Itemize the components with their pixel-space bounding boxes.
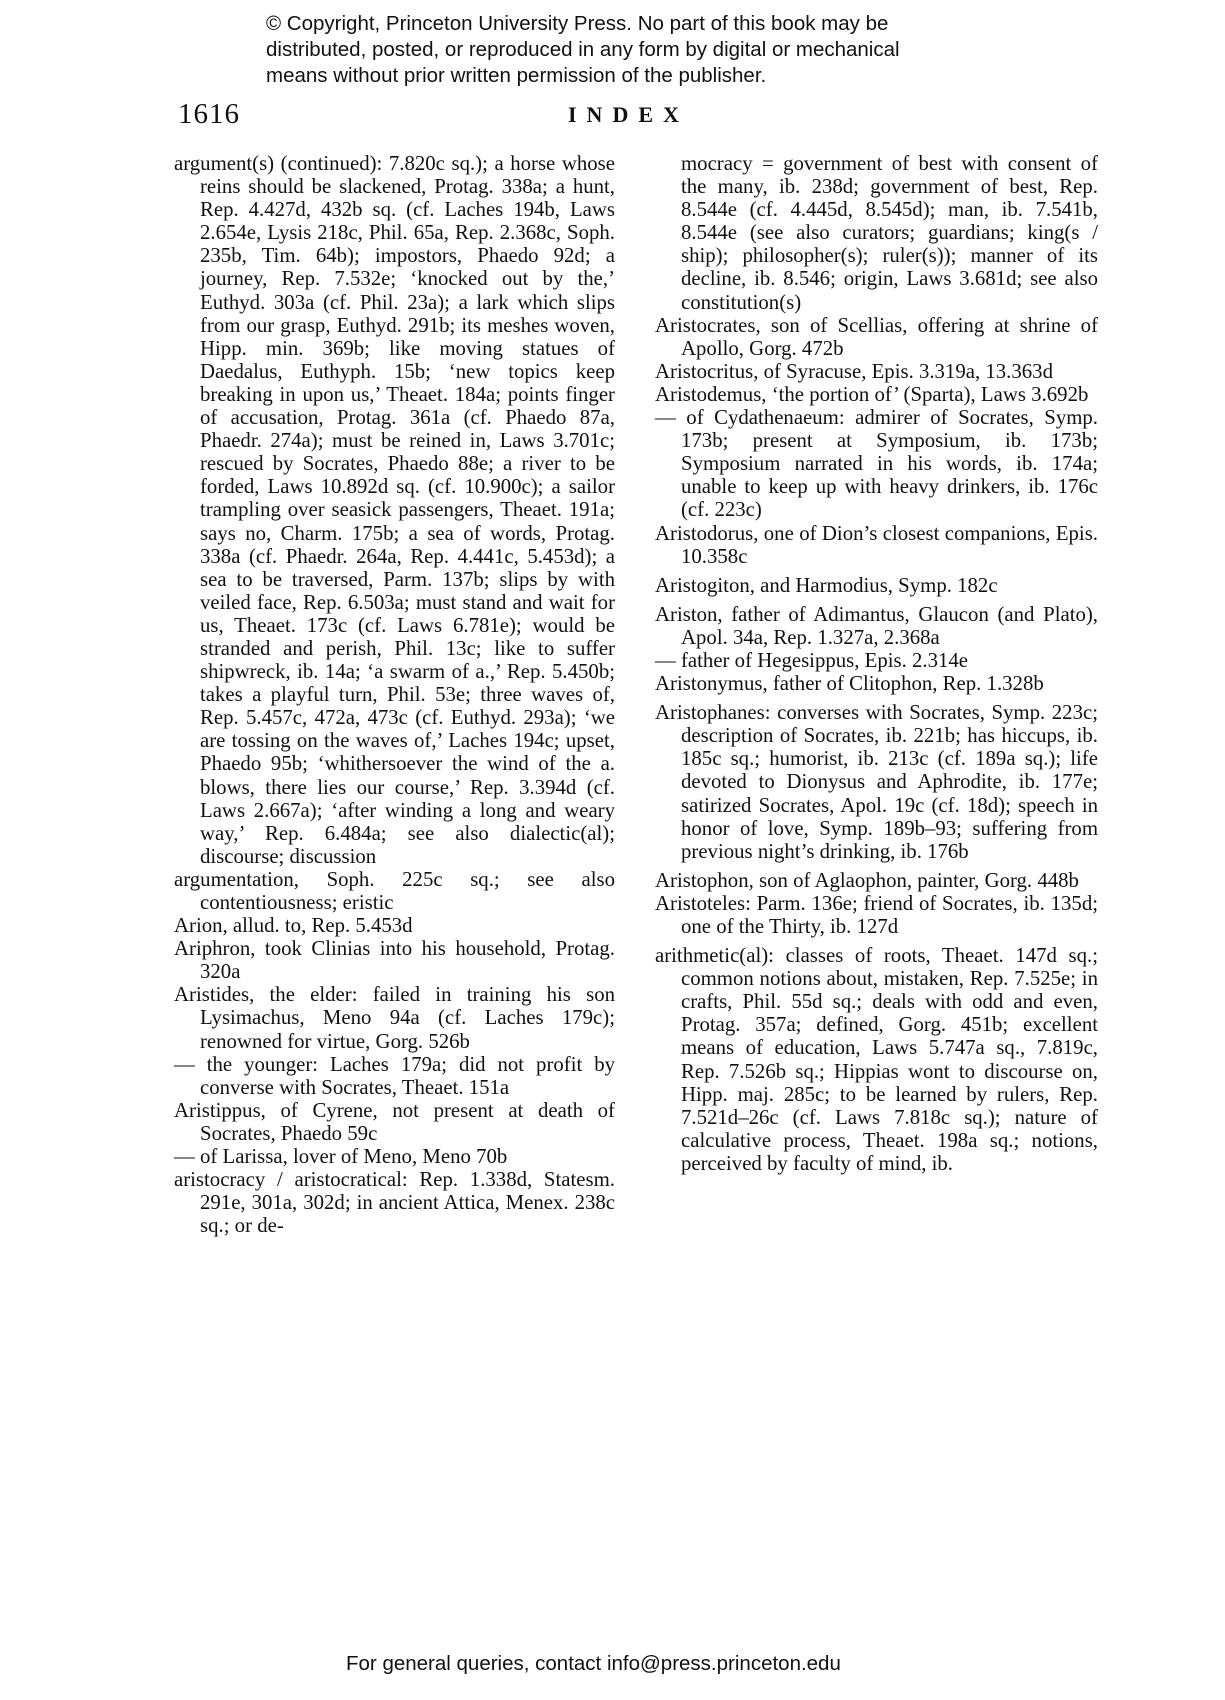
index-entry: Aristoteles: Parm. 136e; friend of Socrates, ib. 135d; one of the Thirty, ib. 127d: [655, 891, 1098, 938]
index-entry: Aristides, the elder: failed in training his son Lysimachus, Meno 94a (cf. Laches 179c); renowned for virtue, Gorg. 526b: [174, 983, 615, 1053]
index-entry: argument(s) (continued): 7.820c sq.); a horse whose reins should be slackened, Protag. 338a; a hunt, Rep. 4.427d, 432b sq. (cf. Laches 194b, Laws 2.654e, Lysis 218c, Phil. 65a, Rep. 2.368c, Soph. 235b, Tim. 64b); impostors, Phaedo 92d; a journey, Rep. 7.532e; ‘knocked out by the,’ Euthyd. 303a (cf. Phil. 23a); a lark which slips from our grasp, Euthyd. 291b; its meshes woven, Hipp. min. 369b; like moving statues of Daedalus, Euthyph. 15b; ‘new topics keep breaking in upon us,’ Theaet. 184a; points finger of accusation, Protag. 361a (cf. Phaedo 87a, Phaedr. 274a); must be reined in, Laws 3.701c; rescued by Socrates, Phaedo 88e; a river to be forded, Laws 10.892d sq. (cf. 10.900c); a sailor trampling over seasick passengers, Theaet. 191a; says no, Charm. 175b; a sea of words, Protag. 338a (cf. Phaedr. 264a, Rep. 4.441c, 5.453d); a sea to be traversed, Parm. 137b; slips by with veiled face, Rep. 6.503a; must stand and wait for us, Theaet. 173c (cf. Laws 6.781e); would be stranded and perish, Phil. 13c; like to suffer shipwreck, ib. 14a; ‘a swarm of a.,’ Rep. 5.450b; takes a playful turn, Phil. 53e; three waves of, Rep. 5.457c, 472a, 473c (cf. Euthyd. 293a); ‘we are tossing on the waves of,’ Laches 194c; upset, Phaedo 95b; ‘whithersoever the wind of the a. blows, there lies our course,’ Rep. 3.394d (cf. Laws 2.667a); ‘after winding a long and weary way,’ Rep. 6.484a; see also dialectic(al); discourse; discussion: [174, 152, 615, 868]
copyright-notice: [266, 11, 1026, 89]
index-entry: — of Cydathenaeum: admirer of Socrates, Symp. 173b; present at Symposium, ib. 173b; Symposium narrated in his words, ib. 174a; unable to keep up with heavy drinkers, ib. 176c (cf. 223c): [655, 406, 1098, 522]
index-entry: Aristippus, of Cyrene, not present at death of Socrates, Phaedo 59c: [174, 1098, 615, 1145]
index-entry: Arion, allud. to, Rep. 5.453d: [174, 914, 413, 938]
index-entry: Aristocrates, son of Scellias, offering at shrine of Apollo, Gorg. 472b: [655, 313, 1098, 360]
copyright-line: means without prior written permission of the publisher.: [266, 64, 767, 87]
copyright-line: © Copyright, Princeton University Press. No part of this book may be: [266, 12, 889, 35]
index-entry: — father of Hegesippus, Epis. 2.314e: [655, 648, 969, 672]
index-entry: aristocracy / aristocratical: Rep. 1.338d, Statesm. 291e, 301a, 302d; in ancient Attica, Menex. 238c sq.; or de-: [174, 1168, 615, 1238]
index-entry: Aristodorus, one of Dion’s closest companions, Epis. 10.358c: [655, 521, 1098, 568]
footer-contact: For general queries, contact info@press.princeton.edu: [346, 1652, 841, 1675]
left-column: [174, 152, 615, 1237]
running-head: INDEX: [568, 102, 689, 127]
copyright-line: distributed, posted, or reproduced in any form by digital or mechanical: [266, 38, 900, 61]
index-entry: Aristocritus, of Syracuse, Epis. 3.319a, 13.363d: [655, 359, 1053, 383]
index-entry: — the younger: Laches 179a; did not profit by converse with Socrates, Theaet. 151a: [174, 1052, 615, 1099]
index-entry-continuation: mocracy = government of best with consent of the many, ib. 238d; government of best, Rep. 8.544e (cf. 4.445d, 8.545d); man, ib. 7.541b, 8.544e (see also curators; guardians; king(s / ship); philosopher(s); ruler(s)); manner of its decline, ib. 8.546; origin, Laws 3.681d; see also constitution(s): [681, 152, 1098, 314]
index-entry: argumentation, Soph. 225c sq.; see also contentiousness; eristic: [174, 867, 615, 914]
page-header: [178, 98, 1068, 138]
right-column: [655, 152, 1098, 1175]
index-entry: Aristodemus, ‘the portion of’ (Sparta), Laws 3.692b: [655, 382, 1089, 406]
index-entry: Aristogiton, and Harmodius, Symp. 182c: [655, 573, 998, 597]
index-entry: Ariston, father of Adimantus, Glaucon (and Plato), Apol. 34a, Rep. 1.327a, 2.368a: [655, 602, 1098, 649]
index-entry: arithmetic(al): classes of roots, Theaet. 147d sq.; common notions about, mistaken, Rep. 7.525e; in crafts, Phil. 55d sq.; deals with odd and even, Protag. 357a; defined, Gorg. 451b; excellent means of education, Laws 5.747a sq., 7.819c, Rep. 7.526b sq.; Hippias wont to discourse on, Hipp. maj. 285c; to be learned by rulers, Rep. 7.521d–26c (cf. Laws 7.818c sq.); nature of calculative process, Theaet. 198a sq.; notions, perceived by faculty of mind, ib.: [655, 944, 1098, 1175]
index-entry: — of Larissa, lover of Meno, Meno 70b: [174, 1145, 508, 1169]
index-entry: Aristophon, son of Aglaophon, painter, Gorg. 448b: [655, 868, 1079, 892]
index-entry: Aristophanes: converses with Socrates, Symp. 223c; description of Socrates, ib. 221b; has hiccups, ib. 185c sq.; humorist, ib. 213c (cf. 189a sq.); life devoted to Dionysus and Aphrodite, ib. 177e; satirized Socrates, Apol. 19c (cf. 18d); speech in honor of love, Symp. 189b–93; suffering from previous night’s drinking, ib. 176b: [655, 701, 1098, 863]
page-number: 1616: [178, 98, 240, 130]
index-entry: Ariphron, took Clinias into his household, Protag. 320a: [174, 937, 615, 984]
index-entry: Aristonymus, father of Clitophon, Rep. 1.328b: [655, 672, 1044, 696]
